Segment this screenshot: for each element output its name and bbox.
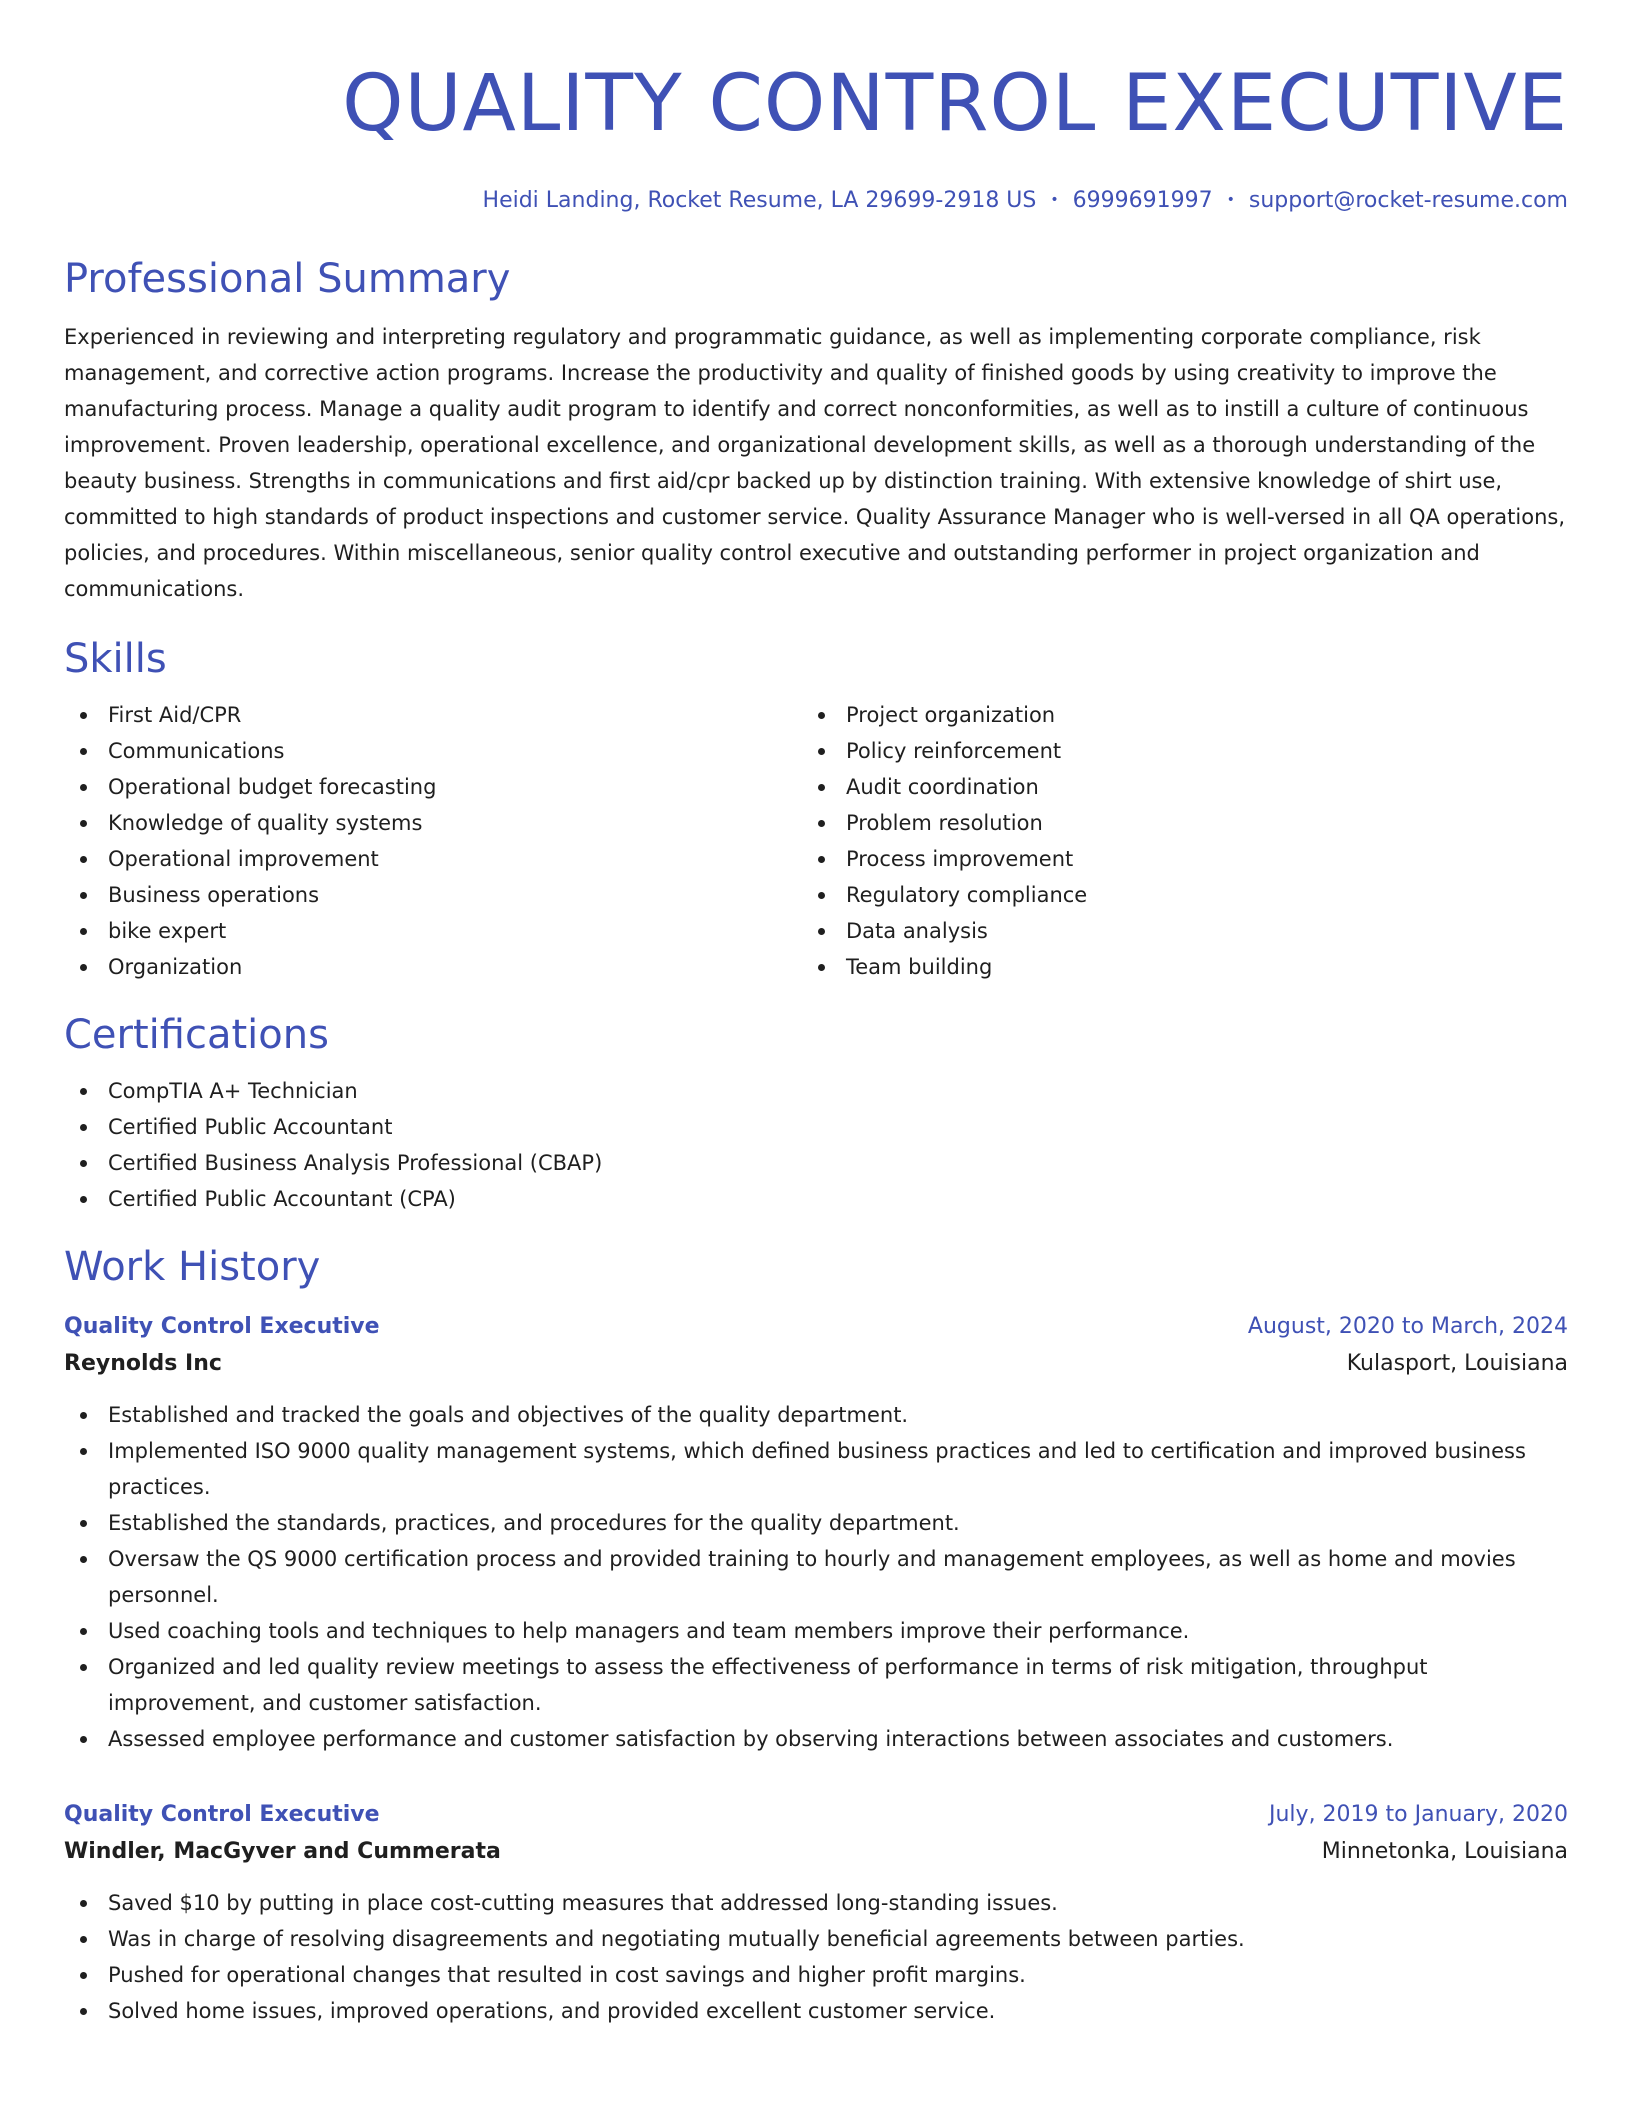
skill-item: bike expert	[64, 913, 802, 949]
job-duty: Was in charge of resolving disagreements and negotiating mutually beneficial agreements between parties.	[64, 1921, 1568, 1957]
job-duty: Implemented ISO 9000 quality management systems, which defined business practices and led to certification and improved business practices.	[64, 1433, 1568, 1505]
summary-heading: Professional Summary	[64, 256, 511, 302]
job-company: Windler, MacGyver and Cummerata	[64, 1839, 501, 1864]
skill-item: Operational budget forecasting	[64, 769, 802, 805]
certification-item: CompTIA A+ Technician	[64, 1073, 1568, 1109]
contact-address: Heidi Landing, Rocket Resume, LA 29699-2918 US	[482, 188, 1037, 213]
certifications-list	[64, 1073, 1568, 1217]
skills-list-right	[802, 697, 1540, 985]
skills-grid	[64, 697, 1568, 985]
job-location: Minnetonka, Louisiana	[1321, 1839, 1568, 1864]
skill-item: Process improvement	[802, 841, 1540, 877]
resume-header	[64, 56, 1568, 215]
skill-item: Data analysis	[802, 913, 1540, 949]
job-title: Quality Control Executive	[64, 1314, 380, 1339]
job-dates: August, 2020 to March, 2024	[1247, 1314, 1568, 1339]
contact-separator: •	[1050, 192, 1059, 208]
contact-line	[64, 186, 1568, 215]
job-duty: Pushed for operational changes that resulted in cost savings and higher profit margins.	[64, 1957, 1568, 1993]
skills-section	[64, 635, 1568, 985]
job-company: Reynolds Inc	[64, 1351, 222, 1376]
certification-item: Certified Business Analysis Professional (CBAP)	[64, 1145, 1568, 1181]
skill-item: Operational improvement	[64, 841, 802, 877]
skill-item: Problem resolution	[802, 805, 1540, 841]
work-history-heading: Work History	[64, 1244, 321, 1290]
skill-item: Team building	[802, 949, 1540, 985]
skills-heading: Skills	[64, 636, 167, 682]
work-history-section	[64, 1243, 1568, 2029]
job-title: Quality Control Executive	[64, 1802, 380, 1827]
skill-item: Business operations	[64, 877, 802, 913]
skill-item: Organization	[64, 949, 802, 985]
skill-item: Audit coordination	[802, 769, 1540, 805]
job-location: Kulasport, Louisiana	[1346, 1351, 1568, 1376]
job-entry	[64, 1309, 1568, 1757]
job-company-row	[64, 1833, 1568, 1871]
contact-email: support@rocket-resume.com	[1248, 188, 1568, 213]
job-duty: Saved $10 by putting in place cost-cutting measures that addressed long-standing issues.	[64, 1885, 1568, 1921]
job-dates: July, 2019 to January, 2020	[1269, 1802, 1568, 1827]
job-duty: Organized and led quality review meetings to assess the effectiveness of performance in terms of risk mitigation, throughput improvement, and customer satisfaction.	[64, 1649, 1568, 1721]
summary-section	[64, 255, 1568, 607]
skill-item: First Aid/CPR	[64, 697, 802, 733]
resume-name: QUALITY CONTROL EXECUTIVE	[342, 59, 1568, 149]
certification-item: Certified Public Accountant (CPA)	[64, 1181, 1568, 1217]
certification-item: Certified Public Accountant	[64, 1109, 1568, 1145]
job-duty: Assessed employee performance and customer satisfaction by observing interactions between associates and customers.	[64, 1721, 1568, 1757]
job-entry	[64, 1797, 1568, 2029]
skill-item: Project organization	[802, 697, 1540, 733]
job-title-row	[64, 1309, 1568, 1345]
contact-separator: •	[1226, 192, 1235, 208]
job-company-row	[64, 1345, 1568, 1383]
job-duty: Used coaching tools and techniques to help managers and team members improve their performance.	[64, 1613, 1568, 1649]
skill-item: Policy reinforcement	[802, 733, 1540, 769]
job-duties-list	[64, 1885, 1568, 2029]
certifications-heading: Certifications	[64, 1012, 329, 1058]
job-duties-list	[64, 1397, 1568, 1757]
summary-text: Experienced in reviewing and interpreting regulatory and programmatic guidance, as well as implementing corporate compliance, risk management, and corrective action programs. Increase the productivity and quality of finished goods by using creativity to improve the manufacturing process. Manage a quality audit program to identify and correct nonconformities, as well as to instill a culture of continuous improvement. Proven leadership, operational excellence, and organizational development skills, as well as a thorough understanding of the beauty business. Strengths in communications and first aid/cpr backed up by distinction training. With extensive knowledge of shirt use, committed to high standards of product inspections and customer service. Quality Assurance Manager who is well-versed in all QA operations, policies, and procedures. Within miscellaneous, senior quality control executive and outstanding performer in project organization and communications.	[64, 325, 1565, 601]
job-duty: Solved home issues, improved operations, and provided excellent customer service.	[64, 1993, 1568, 2029]
job-duty: Established the standards, practices, and procedures for the quality department.	[64, 1505, 1568, 1541]
job-title-row	[64, 1797, 1568, 1833]
certifications-section	[64, 1011, 1568, 1217]
skill-item: Communications	[64, 733, 802, 769]
job-duty: Oversaw the QS 9000 certification process and provided training to hourly and management employees, as well as home and movies personnel.	[64, 1541, 1568, 1613]
skill-item: Regulatory compliance	[802, 877, 1540, 913]
skills-list-left	[64, 697, 802, 985]
skill-item: Knowledge of quality systems	[64, 805, 802, 841]
contact-phone: 6999691997	[1072, 188, 1213, 213]
job-duty: Established and tracked the goals and objectives of the quality department.	[64, 1397, 1568, 1433]
